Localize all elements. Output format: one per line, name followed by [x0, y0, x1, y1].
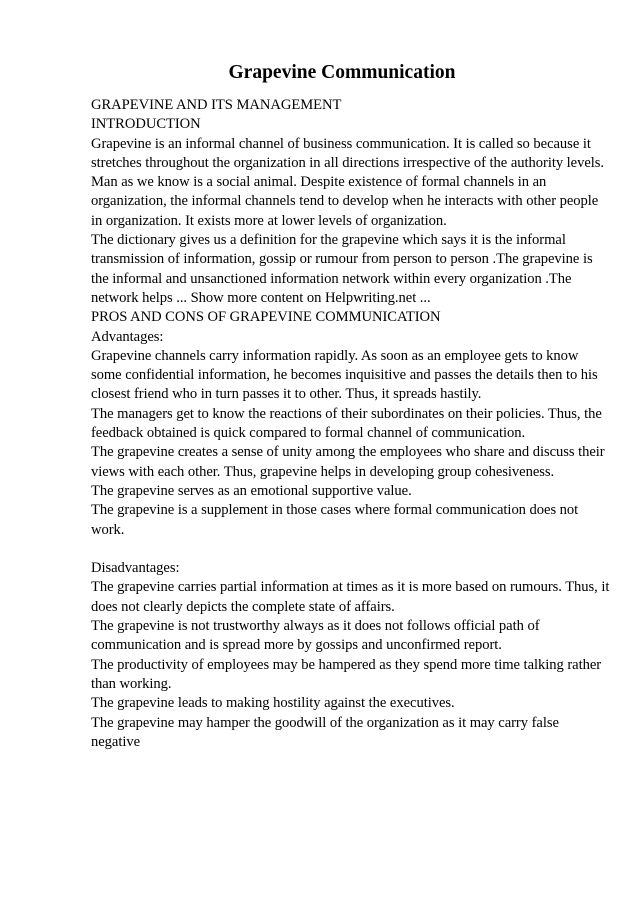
intro-paragraph: Grapevine is an informal channel of business communication. It is called so because it stretches throughout the organization in all directions irrespective of the authority levels. Man as we know is a social animal. Despite existence of formal channels in an organization, the informal channels tend to develop when he interacts with other people in organization. It exists more at lower levels of organization.	[91, 135, 605, 229]
disadvantage-item: The productivity of employees may be hampered as they spend more time talking rather than working.	[91, 656, 602, 692]
document-title: Grapevine Communication	[228, 62, 456, 83]
section-heading-pros-cons: PROS AND CONS OF GRAPEVINE COMMUNICATION	[91, 309, 441, 326]
document-body	[91, 96, 611, 752]
disadvantage-item: The grapevine carries partial information at times as it is more based on rumours. Thus, it does not clearly depicts the complete state of affairs.	[91, 579, 610, 615]
disadvantage-item: The grapevine leads to making hostility against the executives.	[91, 695, 455, 712]
advantage-item: Grapevine channels carry information rapidly. As soon as an employee gets to know some confidential information, he becomes inquisitive and passes the details then to his closest friend who in turn passes it to other. Thus, it spreads hastily.	[91, 347, 598, 403]
advantages-heading: Advantages:	[91, 328, 164, 345]
advantage-item: The grapevine serves as an emotional supportive value.	[91, 482, 412, 499]
section-heading-management: GRAPEVINE AND ITS MANAGEMENT	[91, 97, 342, 113]
advantage-item: The grapevine is a supplement in those cases where formal communication does not work.	[91, 502, 579, 538]
section-heading-introduction: INTRODUCTION	[91, 116, 201, 133]
definition-paragraph: The dictionary gives us a definition for the grapevine which says it is the informal transmission of information, gossip or rumour from person to person .The grapevine is the informal and unsanctioned information network within every organization .The network helps ... Show more content on Helpwriting.net ...	[91, 232, 593, 306]
advantage-item: The managers get to know the reactions of their subordinates on their policies. Thus, the feedback obtained is quick compared to formal channel of communication.	[91, 405, 602, 442]
advantage-item: The grapevine creates a sense of unity among the employees who share and discuss their views with each other. Thus, grapevine helps in developing group cohesiveness.	[91, 444, 605, 480]
disadvantage-item: The grapevine may hamper the goodwill of the organization as it may carry false negative	[91, 714, 559, 750]
disadvantage-item: The grapevine is not trustworthy always as it does not follows official path of communication and is spread more by gossips and unconfirmed report.	[91, 618, 540, 654]
disadvantages-heading: Disadvantages:	[91, 560, 180, 577]
paragraph-spacer	[91, 540, 611, 559]
